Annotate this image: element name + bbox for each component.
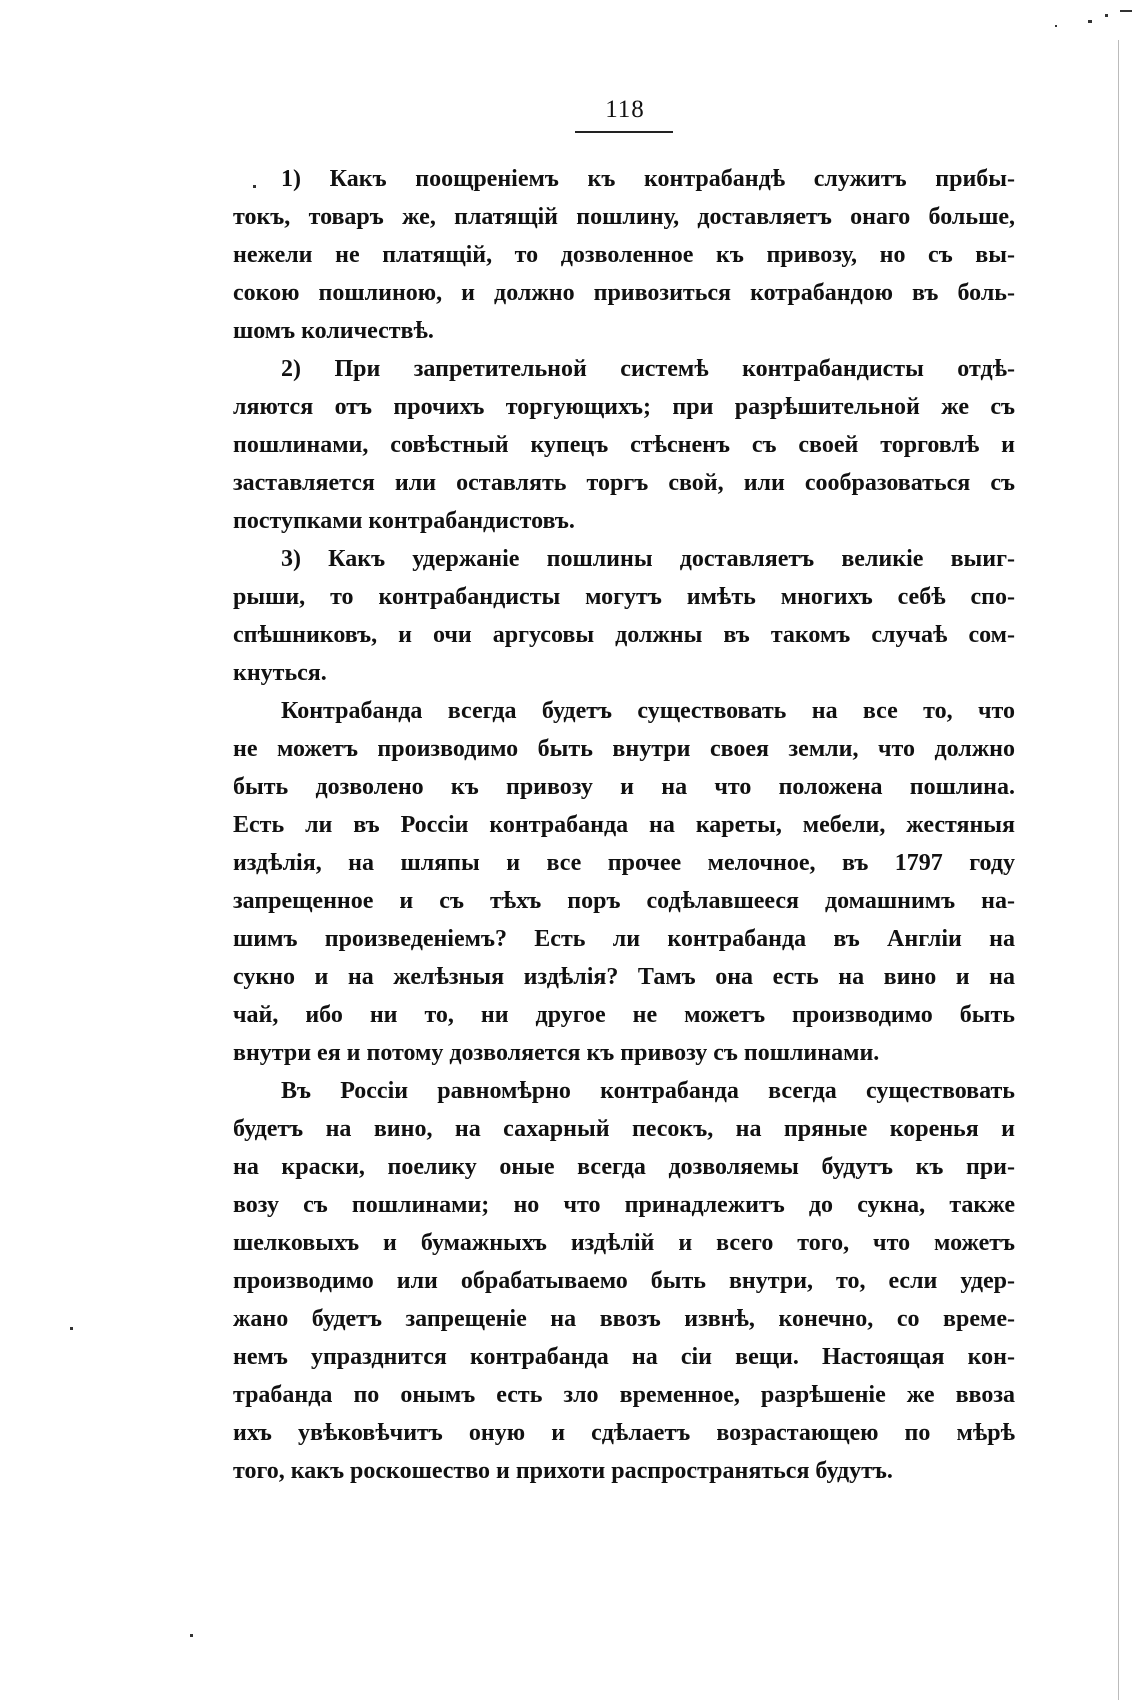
scan-speck — [1055, 25, 1057, 27]
scan-speck — [253, 185, 256, 188]
text-line: 2) При запретительной системѣ контрабандисты отдѣ- — [281, 356, 1015, 382]
text-line: того, какъ роскошество и прихоти распространяться будутъ. — [233, 1458, 893, 1484]
text-line: издѣлія, на шляпы и все прочее мелочное, въ 1797 году — [233, 850, 1015, 876]
text-line: производимо или обрабатываемо быть внутри, то, если удер- — [233, 1268, 1015, 1294]
page-number-rule — [575, 131, 673, 133]
text-line: токъ, товаръ же, платящій пошлину, доставляетъ онаго больше, — [233, 204, 1015, 230]
text-line: кнуться. — [233, 660, 327, 686]
scan-speck — [1105, 14, 1108, 17]
paragraph — [233, 692, 1015, 1072]
text-line: внутри ея и потому дозволяется къ привозу съ пошлинами. — [233, 1040, 880, 1066]
paragraph — [233, 350, 1015, 540]
text-line: поступками контрабандистовъ. — [233, 508, 575, 534]
text-line: сукно и на желѣзныя издѣлія? Тамъ она есть на вино и на — [233, 964, 1015, 990]
text-line: нежели не платящій, то дозволенное къ привозу, но съ вы- — [233, 242, 1015, 268]
text-line: 3) Какъ удержаніе пошлины доставляетъ великіе выиг- — [281, 546, 1015, 572]
text-line: немъ упразднится контрабанда на сіи вещи. Настоящая кон- — [233, 1344, 1015, 1370]
text-line: Въ Россіи равномѣрно контрабанда всегда существовать — [281, 1078, 1015, 1104]
text-line: шимъ произведеніемъ? Есть ли контрабанда въ Англіи на — [233, 926, 1015, 952]
text-line: возу съ пошлинами; но что принадлежитъ до сукна, также — [233, 1192, 1015, 1218]
text-line: шомъ количествѣ. — [233, 318, 434, 344]
text-line: не можетъ производимо быть внутри своея земли, что должно — [233, 736, 1015, 762]
text-line: заставляется или оставлять торгъ свой, или сообразоваться съ — [233, 470, 1015, 496]
paragraph — [233, 1072, 1015, 1490]
text-line: 1) Какъ поощреніемъ къ контрабандѣ служитъ прибы- — [281, 166, 1015, 192]
text-line: ихъ увѣковѣчитъ оную и сдѣлаетъ возрастающею по мѣрѣ — [233, 1420, 1015, 1446]
scan-speck — [190, 1634, 193, 1637]
text-line: быть дозволено къ привозу и на что положена пошлина. — [233, 774, 1015, 800]
text-line: ляются отъ прочихъ торгующихъ; при разрѣшительной же съ — [233, 394, 1015, 420]
scan-edge-line — [1118, 40, 1119, 1700]
text-line: трабанда по онымъ есть зло временное, разрѣшеніе же ввоза — [233, 1382, 1015, 1408]
text-line: Контрабанда всегда будетъ существовать на все то, что — [281, 698, 1015, 724]
text-line: спѣшниковъ, и очи аргусовы должны въ такомъ случаѣ сом- — [233, 622, 1015, 648]
text-line: сокою пошлиною, и должно привозиться котрабандою въ боль- — [233, 280, 1015, 306]
page-number: 118 — [605, 96, 645, 123]
text-line: запрещенное и съ тѣхъ поръ содѣлавшееся домашнимъ на- — [233, 888, 1015, 914]
body-text — [233, 160, 1015, 1490]
scan-speck — [1088, 20, 1092, 23]
paragraph — [233, 540, 1015, 692]
text-line: будетъ на вино, на сахарный песокъ, на пряные коренья и — [233, 1116, 1015, 1142]
text-line: шелковыхъ и бумажныхъ издѣлій и всего того, что можетъ — [233, 1230, 1015, 1256]
text-line: чай, ибо ни то, ни другое не можетъ производимо быть — [233, 1002, 1015, 1028]
scan-speck — [70, 1327, 73, 1330]
scan-speck — [1120, 10, 1132, 12]
text-line: Есть ли въ Россіи контрабанда на кареты, мебели, жестяныя — [233, 812, 1015, 838]
paragraph — [233, 160, 1015, 350]
text-line: на краски, поелику оные всегда дозволяемы будутъ къ при- — [233, 1154, 1015, 1180]
text-line: пошлинами, совѣстный купецъ стѣсненъ съ своей торговлѣ и — [233, 432, 1015, 458]
text-line: рыши, то контрабандисты могутъ имѣть многихъ себѣ спо- — [233, 584, 1015, 610]
text-line: жано будетъ запрещеніе на ввозъ извнѣ, конечно, со време- — [233, 1306, 1015, 1332]
